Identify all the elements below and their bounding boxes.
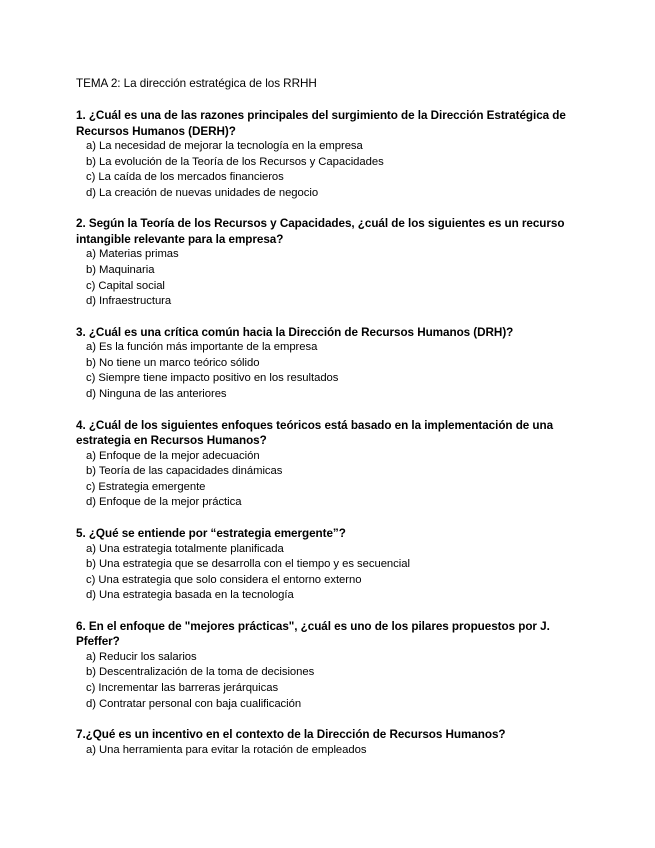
question-3 [76, 325, 586, 403]
option-b: b) La evolución de la Teoría de los Recursos y Capacidades [86, 155, 384, 168]
option-c: c) Estrategia emergente [86, 480, 206, 493]
question-2 [76, 216, 586, 309]
option-d: d) Infraestructura [86, 295, 172, 308]
options-list [76, 743, 586, 759]
option-c: c) Incrementar las barreras jerárquicas [86, 682, 279, 695]
option-d: d) Una estrategia basada en la tecnología [86, 589, 294, 602]
option-a: a) Reducir los salarios [86, 650, 197, 663]
document-page [76, 76, 586, 773]
options-list [76, 449, 586, 511]
option-a: a) Una estrategia totalmente planificada [86, 542, 284, 555]
options-list [76, 139, 586, 201]
question-text: 5. ¿Qué se entiende por “estrategia emergente”? [76, 527, 346, 540]
option-c: c) Una estrategia que solo considera el entorno externo [86, 573, 362, 586]
option-d: d) Ninguna de las anteriores [86, 388, 227, 401]
question-1 [76, 108, 586, 201]
question-text: 1. ¿Cuál es una de las razones principales del surgimiento de la Dirección Estratégica de Recursos Humanos (DERH)? [76, 109, 566, 138]
option-b: b) No tiene un marco teórico sólido [86, 356, 260, 369]
option-b: b) Maquinaria [86, 263, 155, 276]
question-4 [76, 418, 586, 511]
option-b: b) Teoría de las capacidades dinámicas [86, 465, 283, 478]
question-text: 3. ¿Cuál es una crítica común hacia la Dirección de Recursos Humanos (DRH)? [76, 325, 514, 339]
question-5 [76, 526, 586, 604]
options-list [76, 542, 586, 604]
option-a: a) Materias primas [86, 248, 179, 261]
option-a: a) Una herramienta para evitar la rotación de empleados [86, 743, 367, 756]
question-text: 6. En el enfoque de "mejores prácticas", ¿cuál es uno de los pilares propuestos por J. Pfeffer? [76, 619, 550, 649]
option-c: c) Capital social [86, 279, 165, 292]
document-title: TEMA 2: La dirección estratégica de los RRHH [76, 77, 317, 90]
option-a: a) Es la función más importante de la empresa [86, 341, 318, 354]
question-7 [76, 727, 586, 758]
question-text: 4. ¿Cuál de los siguientes enfoques teóricos está basado en la implementación de una estrategia en Recursos Humanos? [76, 418, 554, 448]
question-6 [76, 619, 586, 712]
option-d: d) La creación de nuevas unidades de negocio [86, 186, 319, 199]
option-a: a) La necesidad de mejorar la tecnología en la empresa [86, 140, 363, 152]
options-list [76, 340, 586, 402]
option-c: c) La caída de los mercados financieros [86, 171, 284, 184]
option-c: c) Siempre tiene impacto positivo en los resultados [86, 372, 339, 385]
option-b: b) Una estrategia que se desarrolla con el tiempo y es secuencial [86, 558, 410, 571]
options-list [76, 650, 586, 712]
options-list [76, 247, 586, 309]
option-d: d) Contratar personal con baja cualificación [86, 697, 302, 710]
question-text: 7.¿Qué es un incentivo en el contexto de la Dirección de Recursos Humanos? [76, 728, 506, 742]
option-b: b) Descentralización de la toma de decisiones [86, 666, 315, 679]
question-text: 2. Según la Teoría de los Recursos y Capacidades, ¿cuál de los siguientes es un recurso intangible relevante para la empresa? [76, 217, 565, 246]
option-a: a) Enfoque de la mejor adecuación [86, 449, 260, 462]
option-d: d) Enfoque de la mejor práctica [86, 496, 242, 509]
